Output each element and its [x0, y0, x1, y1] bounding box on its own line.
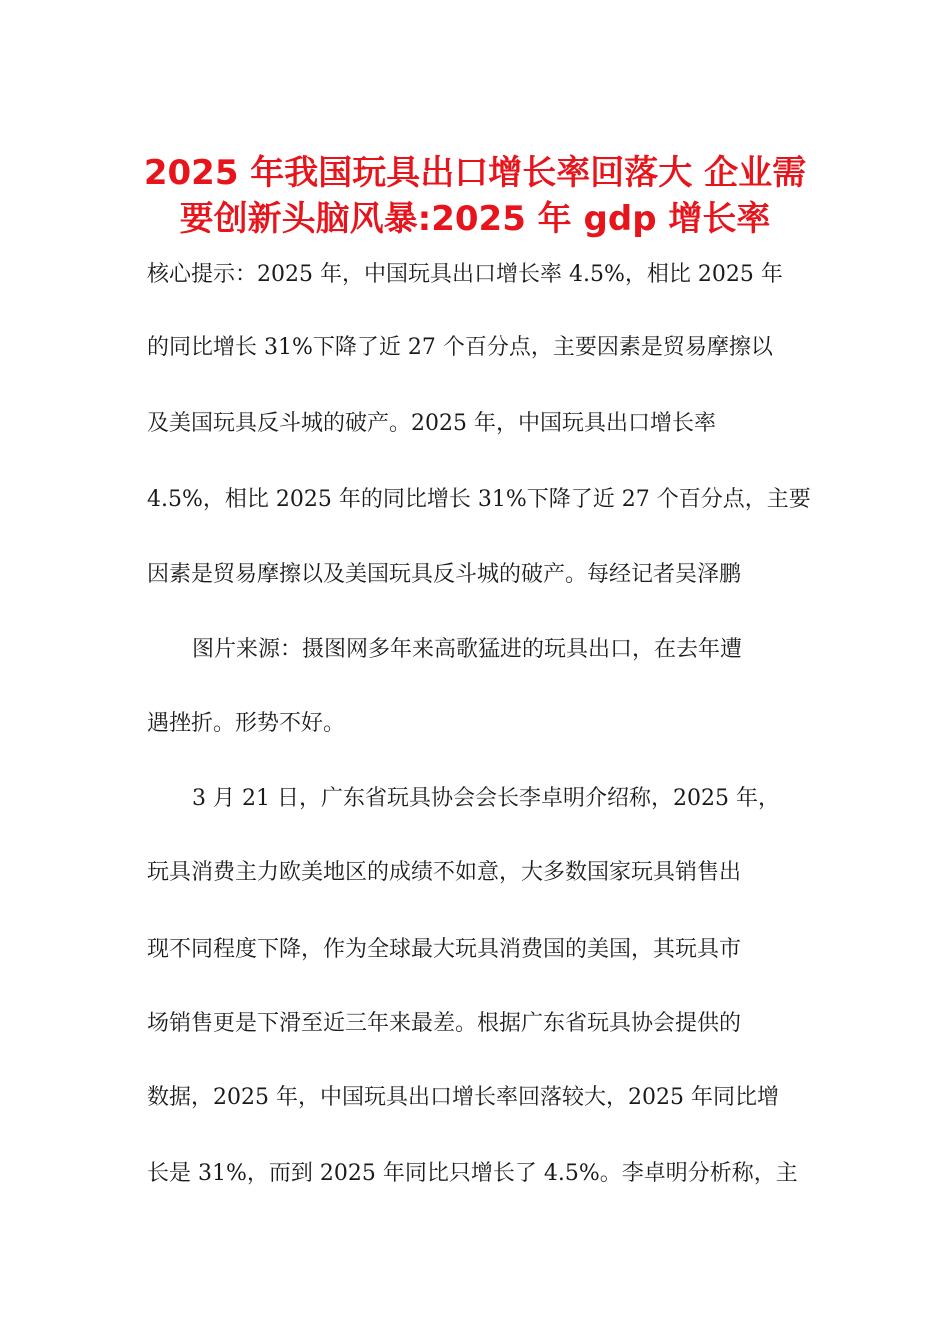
body-text-line: 遇挫折。形势不好。 [147, 711, 346, 736]
body-text-line: 及美国玩具反斗城的破产。2025 年，中国玩具出口增长率 [147, 411, 716, 436]
body-text-line: 长是 31%，而到 2025 年同比只增长了 4.5%。李卓明分析称，主 [147, 1161, 798, 1186]
body-text-line: 现不同程度下降，作为全球最大玩具消费国的美国，其玩具市 [147, 937, 742, 962]
body-text-line: 玩具消费主力欧美地区的成绩不如意，大多数国家玩具销售出 [147, 860, 742, 885]
body-text-line: 核心提示：2025 年，中国玩具出口增长率 4.5%，相比 2025 年 [147, 262, 783, 287]
document-title-line-2: 要创新头脑风暴:2025 年 gdp 增长率 [179, 199, 771, 239]
body-text-line: 3 月 21 日，广东省玩具协会会长李卓明介绍称，2025 年， [192, 786, 780, 811]
body-text-line: 数据，2025 年，中国玩具出口增长率回落较大，2025 年同比增 [147, 1085, 779, 1110]
body-text-line: 因素是贸易摩擦以及美国玩具反斗城的破产。每经记者吴泽鹏 [147, 562, 742, 587]
body-text-line: 场销售更是下滑至近三年来最差。根据广东省玩具协会提供的 [147, 1011, 742, 1036]
body-text-line: 4.5%，相比 2025 年的同比增长 31%下降了近 27 个百分点，主要 [147, 487, 811, 512]
body-text-line: 图片来源：摄图网多年来高歌猛进的玩具出口，在去年遭 [192, 637, 743, 662]
body-text-line: 的同比增长 31%下降了近 27 个百分点，主要因素是贸易摩擦以 [147, 335, 773, 360]
document-title-line-1: 2025 年我国玩具出口增长率回落大 企业需 [143, 153, 807, 193]
